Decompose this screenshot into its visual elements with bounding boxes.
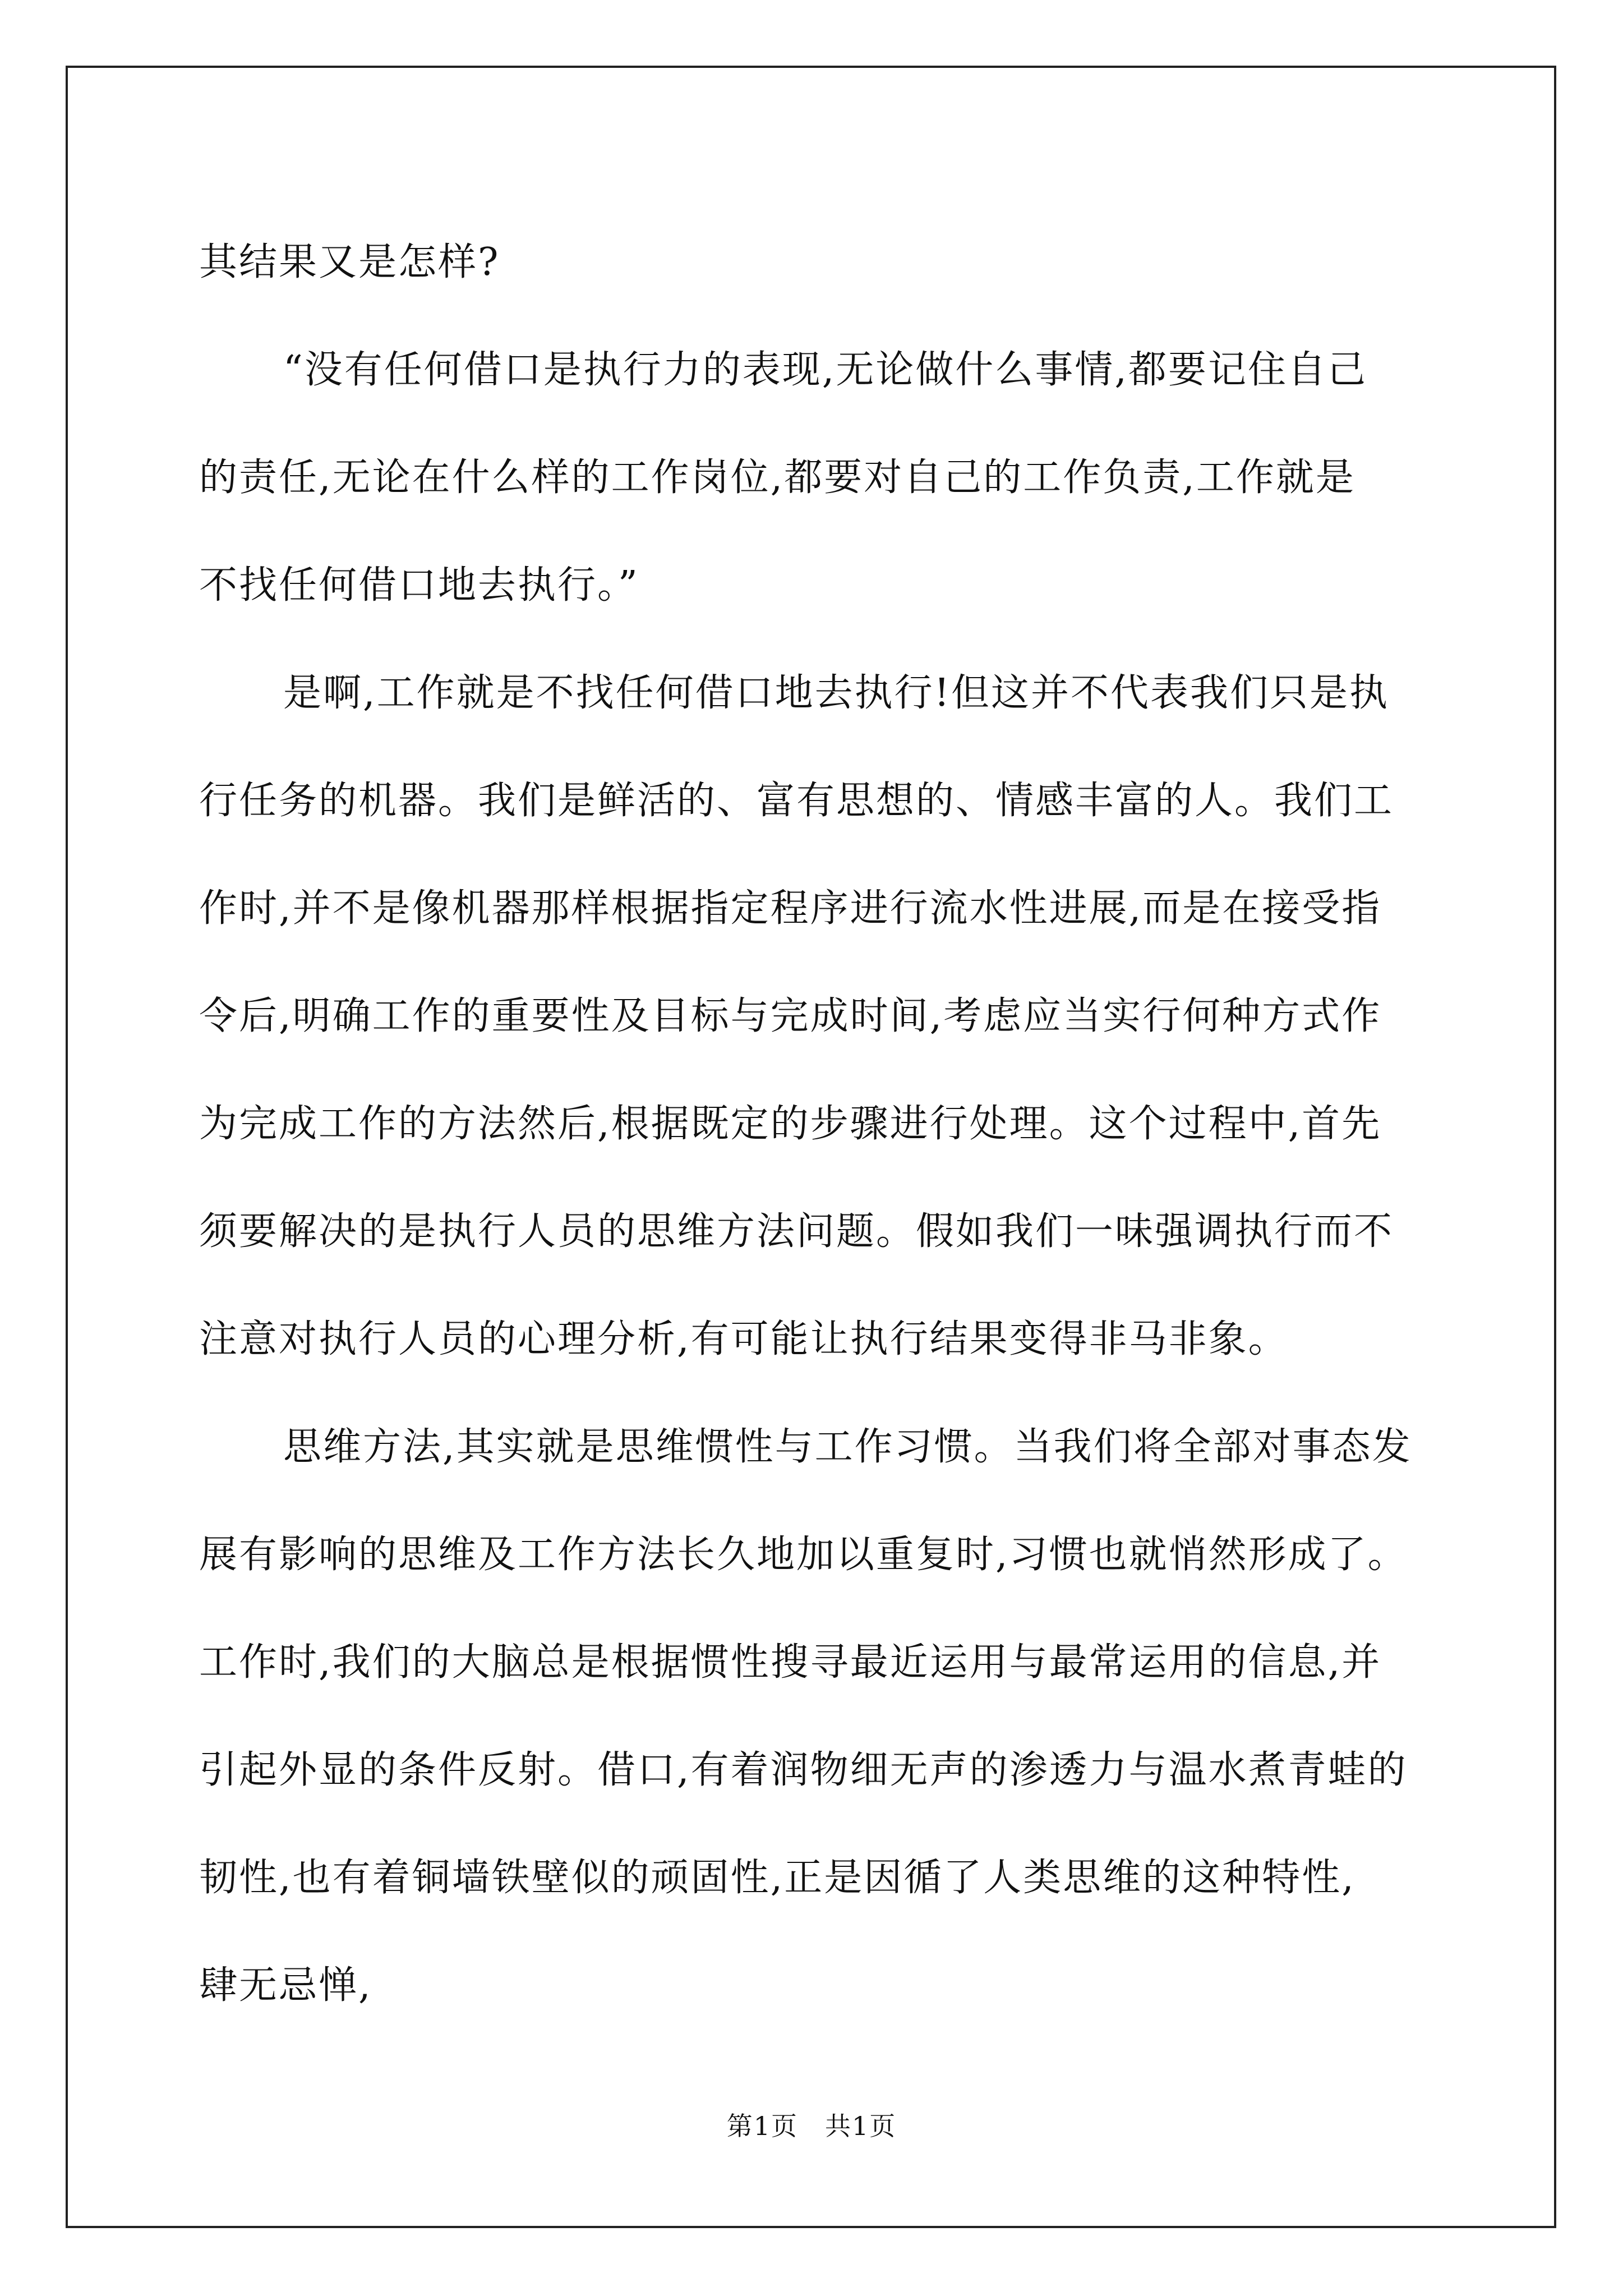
document-body <box>199 209 1433 2040</box>
text-line: 引起外显的条件反射。借口,有着润物细无声的渗透力与温水煮青蛙的 <box>199 1748 1408 1792</box>
text-line: 行任务的机器。我们是鲜活的、富有思想的、情感丰富的人。我们工 <box>199 779 1394 823</box>
text-line: “没有任何借口是执行力的表现,无论做什么事情,都要记住自己 <box>283 348 1367 392</box>
text-line: 须要解决的是执行人员的思维方法问题。假如我们一味强调执行而不 <box>199 1209 1394 1254</box>
text-line: 其结果又是怎样? <box>199 240 500 284</box>
text-line: 的责任,无论在什么样的工作岗位,都要对自己的工作负责,工作就是 <box>199 455 1355 500</box>
text-line: 展有影响的思维及工作方法长久地加以重复时,习惯也就悄然形成了。 <box>199 1533 1408 1577</box>
text-line: 是啊,工作就是不找任何借口地去执行!但这并不代表我们只是执 <box>283 671 1389 715</box>
text-line: 为完成工作的方法然后,根据既定的步骤进行处理。这个过程中,首先 <box>199 1102 1382 1146</box>
text-line: 思维方法,其实就是思维惯性与工作习惯。当我们将全部对事态发 <box>283 1425 1412 1469</box>
text-line: 令后,明确工作的重要性及目标与完成时间,考虑应当实行何种方式作 <box>199 994 1382 1038</box>
text-line: 韧性,也有着铜墙铁壁似的顽固性,正是因循了人类思维的这种特性, <box>199 1856 1355 1900</box>
text-line: 工作时,我们的大脑总是根据惯性搜寻最近运用与最常运用的信息,并 <box>199 1640 1382 1685</box>
text-line: 不找任何借口地去执行。” <box>199 563 639 608</box>
text-line: 注意对执行人员的心理分析,有可能让执行结果变得非马非象。 <box>199 1317 1288 1361</box>
text-line: 作时,并不是像机器那样根据指定程序进行流水性进展,而是在接受指 <box>199 886 1382 931</box>
text-line: 肆无忌惮, <box>199 1963 372 2008</box>
page-footer: 第1页 共1页 <box>726 2111 897 2141</box>
